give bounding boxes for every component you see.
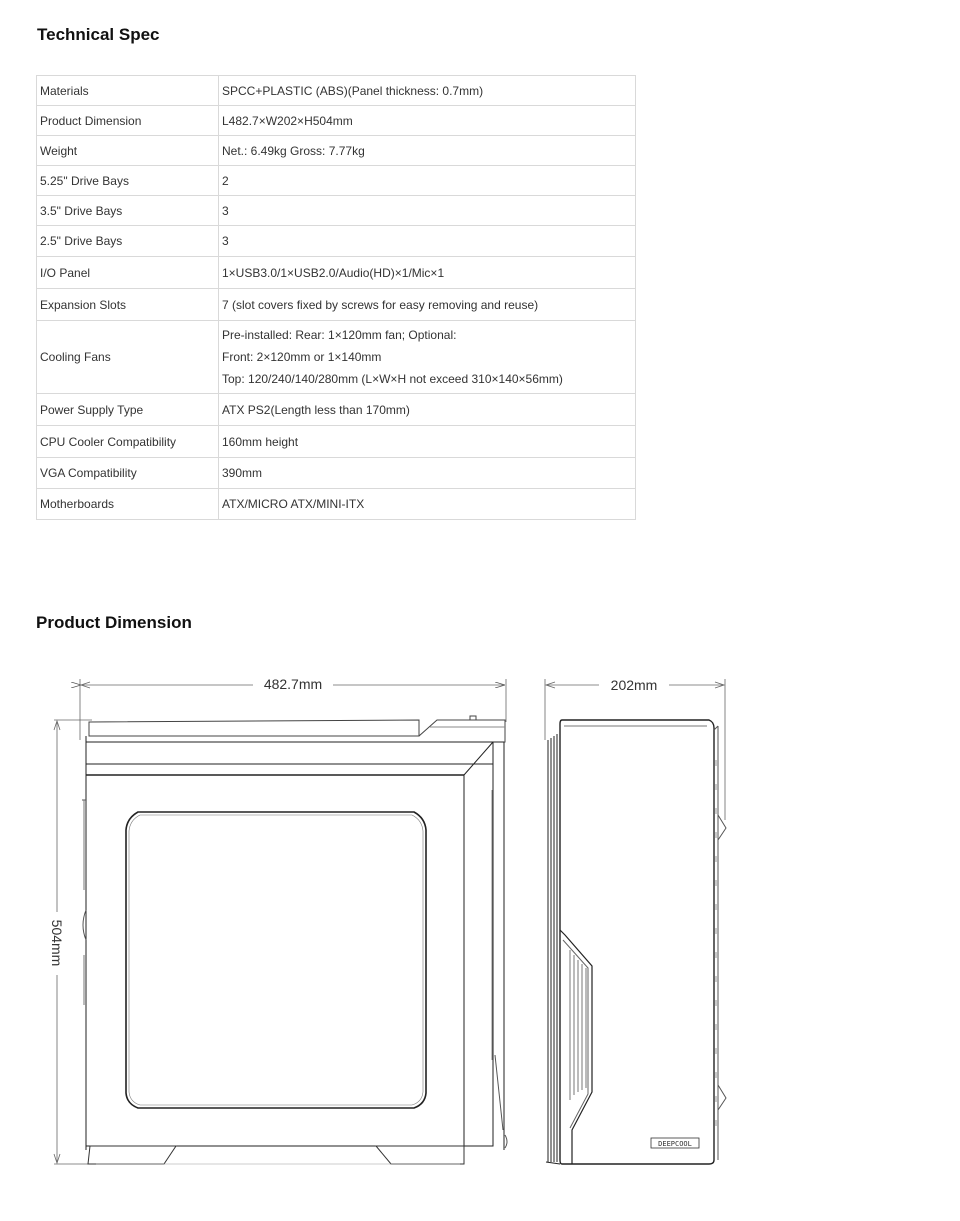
spec-value-line: 7 (slot covers fixed by screws for easy removing and reuse) [222,297,539,312]
spec-key: Motherboards [37,489,219,520]
height-dimension-label: 504mm [49,919,65,967]
spec-key: VGA Compatibility [37,458,219,489]
spec-key: Product Dimension [37,106,219,136]
spec-value-line: L482.7×W202×H504mm [222,113,353,128]
deepcool-logo-text: DEEPCOOL [658,1140,692,1148]
spec-value-line: Top: 120/240/140/280mm (L×W×H not exceed 310×140×56mm) [222,372,563,386]
spec-value-line: 390mm [222,466,263,480]
case-side-view [82,716,507,1164]
spec-value-line: 2 [222,173,229,188]
spec-key: Weight [37,136,219,166]
spec-value-line: 160mm height [222,434,299,449]
spec-value-line: Net.: 6.49kg Gross: 7.77kg [222,143,365,158]
case-front-view [546,720,726,1164]
spec-key: Materials [37,76,219,106]
length-dimension-label: 482.7mm [263,676,323,692]
spec-value-line: 3 [222,234,229,248]
spec-value-line: ATX PS2(Length less than 170mm) [222,402,410,417]
width-dimension-line [545,679,725,820]
spec-value-line: 3 [222,203,229,218]
width-dimension-label: 202mm [610,677,658,693]
spec-key: I/O Panel [37,257,219,289]
spec-key: 3.5" Drive Bays [37,196,219,226]
spec-value-line: Pre-installed: Rear: 1×120mm fan; Optional: [222,328,457,342]
spec-key: Expansion Slots [37,289,219,321]
spec-value-line: 1×USB3.0/1×USB2.0/Audio(HD)×1/Mic×1 [222,265,445,280]
technical-spec-title: Technical Spec [37,25,160,44]
spec-key: Cooling Fans [37,321,219,394]
spec-key: Power Supply Type [37,394,219,426]
spec-key: 5.25" Drive Bays [37,166,219,196]
spec-value-line: ATX/MICRO ATX/MINI-ITX [222,497,365,511]
product-dimension-title: Product Dimension [36,613,192,632]
spec-key: 2.5" Drive Bays [37,226,219,257]
spec-value-line: Front: 2×120mm or 1×140mm [222,350,382,364]
spec-value-line: SPCC+PLASTIC (ABS)(Panel thickness: 0.7mm) [222,83,484,98]
spec-key: CPU Cooler Compatibility [37,426,219,458]
